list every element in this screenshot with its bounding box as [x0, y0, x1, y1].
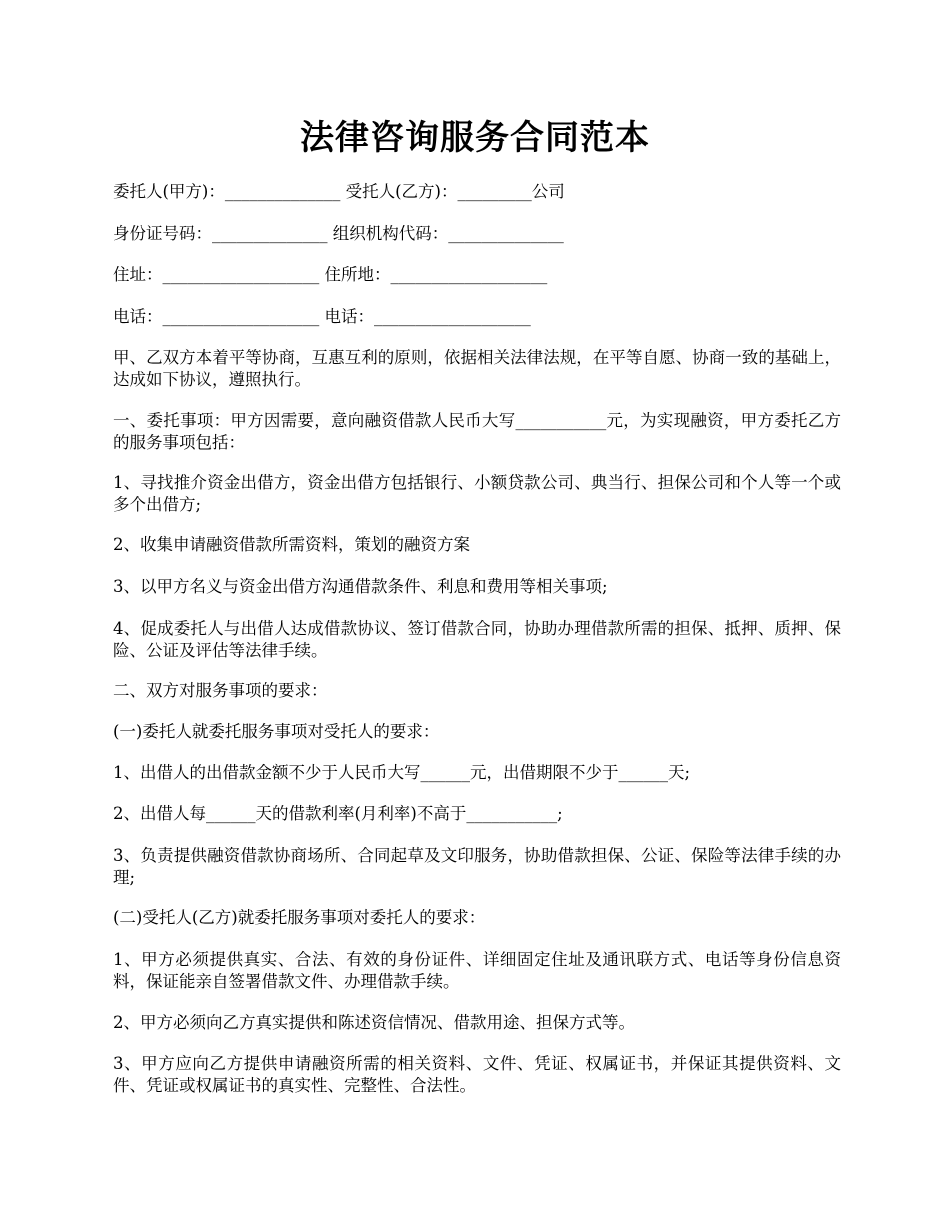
list-item: 2、甲方必须向乙方真实提供和陈述资信情况、借款用途、担保方式等。	[113, 1013, 635, 1032]
document-title: 法律咨询服务合同范本	[300, 118, 650, 158]
list-item: 3、甲方应向乙方提供申请融资所需的相关资料、文件、凭证、权属证书，并保证其提供资料、文件、凭证或权属证书的真实性、完整性、合法性。	[113, 1054, 841, 1095]
list-item: 1、甲方必须提供真实、合法、有效的身份证件、详细固定住址及通讯联方式、电话等身份信息资料，保证能亲自签署借款文件、办理借款手续。	[113, 950, 841, 991]
subsection-heading: (二)受托人(乙方)就委托服务事项对委托人的要求：	[113, 908, 486, 927]
list-item: 4、促成委托人与出借人达成借款协议、签订借款合同，协助办理借款所需的担保、抵押、质押、保险、公证及评估等法律手续。	[113, 619, 841, 660]
list-item: 3、负责提供融资借款协商场所、合同起草及文印服务，协助借款担保、公证、保险等法律手续的办理;	[113, 846, 841, 887]
preamble-paragraph: 甲、乙双方本着平等协商，互惠互利的原则，依据相关法律法规，在平等自愿、协商一致的基础上，达成如下协议，遵照执行。	[113, 348, 841, 389]
list-item: 1、出借人的出借款金额不少于人民币大写______元，出借期限不少于______天;	[113, 763, 691, 782]
phone-line: 电话：___________________ 电话：___________________	[113, 307, 531, 326]
id-number-line: 身份证号码：______________ 组织机构代码：______________	[113, 224, 564, 243]
list-item: 2、出借人每______天的借款利率(月利率)不高于___________;	[113, 804, 563, 823]
subsection-heading: (一)委托人就委托服务事项对受托人的要求：	[113, 722, 440, 741]
address-line: 住址：___________________ 住所地：___________________	[113, 265, 548, 284]
list-item: 2、收集申请融资借款所需资料，策划的融资方案	[113, 535, 470, 554]
list-item: 3、以甲方名义与资金出借方沟通借款条件、利息和费用等相关事项;	[113, 577, 608, 596]
list-item: 1、寻找推介资金出借方，资金出借方包括银行、小额贷款公司、典当行、担保公司和个人等一个或多个出借方;	[113, 473, 841, 514]
party-names-line: 委托人(甲方)：______________ 受托人(乙方)：_________公司	[113, 182, 565, 201]
section-2-heading: 二、双方对服务事项的要求：	[113, 681, 328, 700]
section-1-heading: 一、委托事项：甲方因需要，意向融资借款人民币大写___________元，为实现融资，甲方委托乙方的服务事项包括：	[113, 411, 841, 452]
